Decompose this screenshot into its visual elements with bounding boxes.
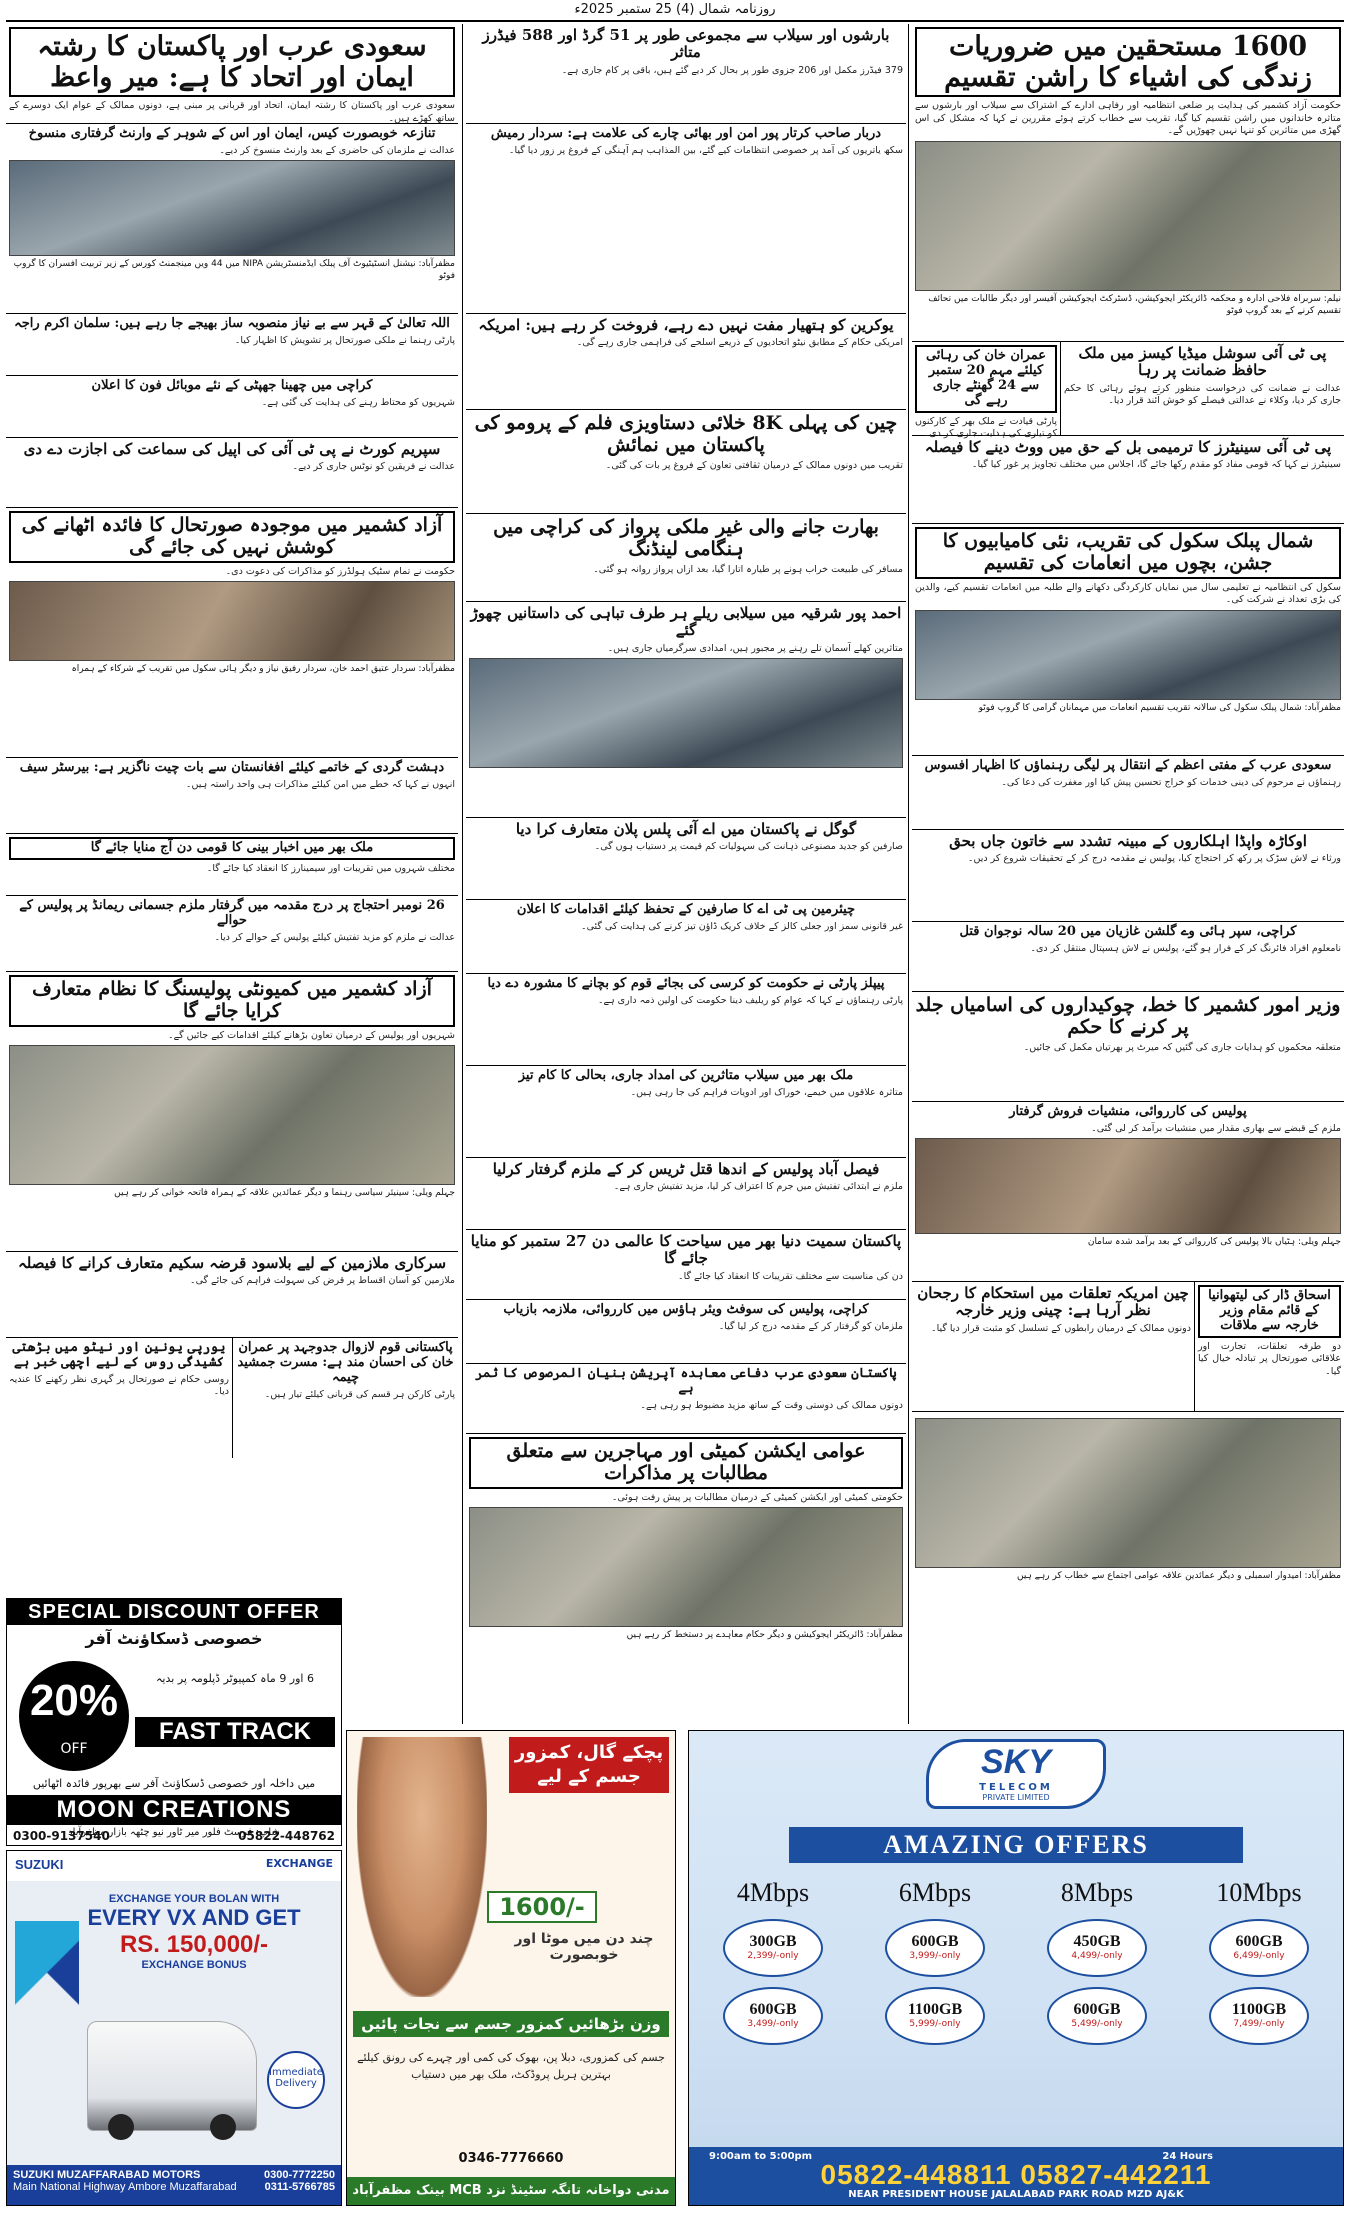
story-headline: آزاد کشمیر میں موجودہ صورتحال کا فائدہ اٹھانے کی کوشش نہیں کی جائے گی	[9, 511, 455, 563]
newspaper-page	[6, 0, 1344, 2226]
story-body: پارٹی کارکن ہر قسم کی قربانی کیلئے تیار ہیں۔	[264, 1388, 455, 1400]
story	[6, 834, 458, 896]
package-size: 1100GB	[907, 2001, 963, 2018]
package-price: 7,499/-only	[1233, 2019, 1285, 2029]
story	[1060, 342, 1344, 436]
middle-column	[466, 24, 906, 1728]
phone-number: 0300-7772250	[264, 2169, 335, 2181]
story	[912, 524, 1344, 756]
story-headline: شمال پبلک سکول کی تقریب، نئی کامیابیوں کا جشن، بچوں میں انعامات کی تقسیم	[915, 527, 1341, 579]
offers-title: AMAZING OFFERS	[789, 1827, 1243, 1863]
story	[466, 974, 906, 1066]
sky-logo	[926, 1739, 1106, 1809]
story-headline: یورپی یونین اور نیٹو میں بڑھتی کشیدگی روس کے لیے اچھی خبر ہے	[12, 1340, 226, 1370]
plan-card[interactable]	[859, 1877, 1011, 2045]
plan-speed: 4Mbps	[736, 1878, 810, 1907]
product-price: 1600/-	[487, 1891, 597, 1923]
story-headline: احمد پور شرقیہ میں سیلابی ریلے ہر طرف تباہی کی داستانیں چھوڑ گئے	[470, 604, 902, 640]
office-hours: 9:00am to 5:00pm	[709, 2151, 813, 2162]
story	[912, 992, 1344, 1102]
story-body: پارٹی قیادت نے ملک بھر کے کارکنوں کو تیاری کی ہدایت جاری کر دی۔	[915, 415, 1057, 440]
story-body: انہوں نے کہا کہ خطے میں امن کیلئے مذاکرات ہی واحد راستہ ہیں۔	[185, 778, 455, 790]
story	[466, 410, 906, 514]
story-body: غیر قانونی سمز اور جعلی کالز کے خلاف کریک ڈاؤن تیز کرنے کی ہدایت کی گئی۔	[581, 920, 903, 932]
story-headline: سعودی عرب کے مفتی اعظم کے انتقال پر لیگی رہنماؤں کا اظہار افسوس	[924, 758, 1332, 773]
story-headline: وزیر امور کشمیر کا خط، چوکیداروں کی اسامیاں جلد پر کرنے کا حکم	[915, 994, 1341, 1038]
exchange-logo: EXCHANGE	[265, 1857, 333, 1870]
model-image	[357, 1737, 487, 1997]
story-body: دونوں ممالک کے درمیان رابطوں کے تسلسل کو مثبت قرار دیا گیا۔	[931, 1322, 1191, 1334]
story	[466, 818, 906, 900]
plan-speed: 8Mbps	[1060, 1878, 1134, 1907]
story-body: شہریوں کو محتاط رہنے کی ہدایت کی گئی ہے۔	[261, 396, 455, 408]
ad-line: EVERY VX AND GET	[87, 1905, 301, 1930]
discount-off-label: OFF	[60, 1741, 88, 1757]
contact-phones: 05822-448811 05827-442211	[820, 2159, 1212, 2190]
story	[6, 438, 458, 508]
story-body: سکھ یاتریوں کی آمد پر خصوصی انتظامات کیے گئے، بین المذاہب ہم آہنگی کے فروغ پر زور دیا گیا۔	[508, 144, 903, 156]
story	[466, 1364, 906, 1434]
office-address: NEAR PRESIDENT HOUSE JALALABAD PARK ROAD MZD AJ&K	[848, 2189, 1184, 2200]
dealer-phones	[264, 2169, 335, 2193]
plan-package	[1047, 1987, 1147, 2045]
lead-story	[912, 24, 1344, 342]
story	[6, 376, 458, 438]
story-body: رہنماؤں نے مرحوم کی دینی خدمات کو خراج تحسین پیش کیا اور مغفرت کی دعا کی۔	[1001, 776, 1341, 788]
story-headline: پی ٹی آئی سینیٹرز کا ترمیمی بل کے حق میں ووٹ دینے کا فیصلہ	[924, 438, 1332, 456]
discount-offer-ad[interactable]	[6, 1598, 342, 1846]
story-headline: اسحاق ڈار کی لیتھوانیا کے قائم مقام وزیر خارجہ سے ملاقات	[1198, 1285, 1341, 1338]
story	[912, 756, 1344, 830]
story-body: روسی حکام نے صورتحال پر گہری نظر رکھنے کا عندیہ دیا۔	[9, 1373, 229, 1398]
story	[466, 24, 906, 124]
story-body: عدالت نے ملزم کو مزید تفتیش کیلئے پولیس کے حوالے کر دیا۔	[214, 931, 455, 943]
dealer-footer	[7, 2165, 341, 2205]
package-size: 600GB	[911, 1933, 959, 1950]
story-headline: سپریم کورٹ نے پی ٹی آئی کی اپیل کی سماعت کی اجازت دے دی	[23, 440, 441, 458]
dealer-name: SUZUKI MUZAFFARABAD MOTORS	[13, 2169, 201, 2181]
story-body: حکومتی کمیٹی اور ایکشن کمیٹی کے درمیان مطالبات پر پیش رفت ہوئی۔	[611, 1491, 903, 1503]
plan-package	[1209, 1919, 1309, 1977]
package-size: 600GB	[1235, 1933, 1283, 1950]
plan-package	[723, 1919, 823, 1977]
story-body: عدالت نے ضمانت کی درخواست منظور کرتے ہوئے رہائی کا حکم جاری کر دیا، وکلاء نے عدالتی فیصلے کو خوش آئند قرار دیا۔	[1064, 382, 1341, 406]
story-body: شہریوں اور پولیس کے درمیان تعاون بڑھانے کیلئے اقدامات کیے جائیں گے۔	[168, 1029, 455, 1041]
phone-number: 0346-7776660	[458, 2151, 564, 2166]
story-headline: بارشوں اور سیلاب سے مجموعی طور پر 51 گرڈ اور 588 فیڈرز متاثر	[482, 26, 890, 62]
lead-body: حکومت آزاد کشمیر کی ہدایت پر ضلعی انتظامیہ اور رفاہی ادارے کے اشتراک سے سیلاب اور بارشوں سے متاثرہ خاندانوں میں راشن تقسیم کیا گیا، تقریب سے خطاب کرتے ہوئے مقررین نے کہا کہ مشکل کی اس گھڑی میں متاثرین کو تنہا نہیں چھوڑیں گے۔	[915, 100, 1341, 137]
story-headline: پاکستان سمیت دنیا بھر میں سیاحت کا عالمی دن 27 ستمبر کو منایا جائے گا	[470, 1232, 902, 1268]
package-price: 2,399/-only	[747, 1951, 799, 1961]
story-photo	[9, 1045, 455, 1185]
story-headline: ملک بھر میں سیلاب متاثرین کی امداد جاری، بحالی کا کام تیز	[518, 1068, 854, 1083]
story-body: سینیٹرز نے کہا کہ قومی مفاد کو مقدم رکھا جائے گا، اجلاس میں مختلف تجاویز پر غور کیا گیا۔	[971, 459, 1341, 471]
plan-card[interactable]	[1183, 1877, 1335, 2045]
package-price: 5,999/-only	[909, 2019, 961, 2029]
package-size: 300GB	[749, 1933, 797, 1950]
ad-slogan: چند دن میں موٹا اور خوبصورت	[514, 1931, 654, 1963]
story	[6, 24, 458, 124]
story-body: دونوں ممالک کی دوستی وقت کے ساتھ مزید مضبوط ہو رہی ہے۔	[640, 1399, 903, 1411]
health-product-ad[interactable]	[346, 1730, 676, 2226]
package-size: 600GB	[1073, 2001, 1121, 2018]
story	[6, 972, 458, 1252]
story-body: پارٹی رہنماؤں نے کہا کہ عوام کو ریلیف دینا حکومت کی اولین ذمہ داری ہے۔	[597, 994, 903, 1006]
photo-caption: جہلم ویلی: سینیئر سیاسی رہنما و دیگر عمائدین علاقہ کے ہمراہ فاتحہ خوانی کر رہے ہیں	[114, 1188, 455, 1199]
story	[6, 896, 458, 972]
package-price: 6,499/-only	[1233, 1951, 1285, 1961]
plan-speed: 6Mbps	[898, 1878, 972, 1907]
story	[466, 514, 906, 602]
ad-headline: پچکے گال، کمزور جسم کے لیے	[509, 1737, 669, 1793]
story-headline: دہشت گردی کے خاتمے کیلئے افغانستان سے بات چیت ناگزیر ہے: بیرسٹر سیف	[19, 760, 445, 775]
plan-card[interactable]	[697, 1877, 849, 2045]
story	[912, 830, 1344, 922]
story	[466, 314, 906, 410]
advertiser-name: MOON CREATIONS	[7, 1795, 341, 1825]
plan-package	[885, 1919, 985, 1977]
story-body: صارفین کو جدید مصنوعی ذہانت کی سہولیات کم قیمت پر دستیاب ہوں گی۔	[594, 841, 903, 853]
story-body: امریکی حکام کے مطابق نیٹو اتحادیوں کے ذریعے اسلحے کی فراہمی جاری رہے گی۔	[576, 337, 903, 349]
story	[1194, 1282, 1344, 1412]
discount-badge	[19, 1661, 129, 1771]
advertiser-address: شاپ: فرسٹ فلور میر ٹاور نیو چٹھہ بازار مظفرآباد	[68, 1827, 280, 1838]
suzuki-logo: SUZUKI	[15, 1857, 64, 1872]
phone-number: 05822-448762	[238, 1829, 335, 1843]
story-headline: گوگل نے پاکستان میں اے آئی پلس پلان متعارف کرا دیا	[515, 820, 857, 838]
ad-footer: مدنی دواخانہ تانگہ سٹینڈ نزد MCB بینک مظفرآباد آزاد کشمیر	[347, 2177, 675, 2205]
sky-contact-bar	[689, 2147, 1343, 2205]
ad-line: EXCHANGE YOUR BOLAN WITH	[108, 1893, 280, 1905]
story-body: حکومت نے تمام سٹیک ہولڈرز کو مذاکرات کی دعوت دی۔	[225, 565, 455, 577]
story	[912, 436, 1344, 524]
story-headline: پاکستان سعودی عرب دفاعی معاہدہ آپریشن بنیان المرصوص کا ثمر ہے	[475, 1366, 897, 1396]
story-body: دو طرفہ تعلقات، تجارت اور علاقائی صورتحال پر تبادلہ خیال کیا گیا۔	[1198, 1340, 1341, 1377]
story-body: متعلقہ محکموں کو ہدایات جاری کی گئیں کہ میرٹ پر بھرتیاں مکمل کی جائیں۔	[1023, 1041, 1341, 1053]
ad-body: جسم کی کمزوری، دبلا پن، بھوک کی کمی اور چہرے کی رونق کیلئے بہترین ہربل پروڈکٹ، ملک بھر میں دستیاب	[357, 2051, 665, 2081]
ad-copy	[87, 1893, 301, 1971]
story-body: ورثاء نے لاش سڑک پر رکھ کر احتجاج کیا، پولیس نے مقدمہ درج کر کے تحقیقات شروع کر دیں۔	[967, 853, 1341, 865]
story-headline: سرکاری ملازمین کے لیے بلاسود قرضہ سکیم متعارف کرانے کا فیصلہ	[17, 1254, 447, 1272]
logo-text: SKY	[981, 1743, 1051, 1781]
story-body: عدالت نے ملزمان کی حاضری کے بعد وارنٹ منسوخ کر دیے۔	[219, 144, 455, 156]
story-photo	[469, 1507, 903, 1627]
photo-caption: مظفرآباد: امیدوار اسمبلی و دیگر عمائدین علاقہ عوامی اجتماع سے خطاب کر رہے ہیں	[1016, 1571, 1341, 1581]
fast-track-label: FAST TRACK	[135, 1717, 335, 1747]
story-body: متاثرین کھلے آسمان تلے رہنے پر مجبور ہیں، امدادی سرگرمیاں جاری ہیں۔	[607, 642, 903, 654]
story	[466, 124, 906, 314]
story	[232, 1338, 458, 1458]
story-body: ملزمان کو گرفتار کر کے مقدمہ درج کر لیا گیا۔	[718, 1320, 903, 1332]
story	[912, 1102, 1344, 1282]
masthead: روزنامہ شمال (4) 25 ستمبر 2025ء	[6, 0, 1344, 22]
plans-grid	[697, 1877, 1335, 2045]
phone-number: 0300-9137540	[13, 1829, 110, 1843]
story-body: مختلف شہروں میں تقریبات اور سیمینارز کا انعقاد کیا جائے گا۔	[206, 862, 455, 874]
suzuki-exchange-ad[interactable]	[6, 1850, 342, 2206]
story	[466, 900, 906, 974]
story-body: پارٹی رہنما نے ملکی صورتحال پر تشویش کا اظہار کیا۔	[234, 334, 455, 346]
column-rule	[462, 24, 463, 1724]
story	[6, 508, 458, 758]
story-body: ملازمین کو آسان اقساط پر قرض کی سہولت فراہم کی جائے گی۔	[190, 1275, 455, 1287]
story-headline: چین کی پہلی 8K خلائی دستاویزی فلم کے پرومو کی پاکستان میں نمائش	[474, 412, 898, 456]
story-photo	[9, 581, 455, 661]
ad-subtitle: 6 اور 9 ماہ کمپیوٹر ڈپلومہ پر بدیہ	[155, 1672, 314, 1685]
story-body: سعودی عرب اور پاکستان کا رشتہ ایمان، اتحاد اور قربانی پر مبنی ہے، دونوں ممالک کے عوام ایک دوسرے کے ساتھ کھڑے ہیں۔	[9, 100, 455, 124]
left-column	[6, 24, 458, 1596]
plan-package	[1047, 1919, 1147, 1977]
plan-package	[885, 1987, 985, 2045]
story-headline: آزاد کشمیر میں کمیونٹی پولیسنگ کا نظام متعارف کرایا جائے گا	[9, 975, 455, 1027]
photo-caption: مظفرآباد: سردار عتیق احمد خان، سردار رفیق نیاز و دیگر ہائی سکول میں تقریب کے شرکاء کے ہمراہ	[71, 664, 455, 675]
story-photo	[9, 160, 455, 256]
package-price: 3,999/-only	[909, 1951, 961, 1961]
story	[912, 922, 1344, 992]
story	[466, 1066, 906, 1158]
lead-caption: نیلم: سربراہ فلاحی ادارہ و محکمہ ڈائریکٹر ایجوکیشن، ڈسٹرکٹ ایجوکیشن آفیسر اور دیگر طالبات میں تحائف تقسیم کرنے کے بعد گروپ فوٹو	[928, 293, 1341, 316]
story	[6, 1252, 458, 1338]
story	[466, 1300, 906, 1364]
support-hours: 24 Hours	[1162, 2151, 1213, 2162]
ad-tagline: میں داخلہ اور خصوصی ڈسکاؤنٹ آفر سے بھرپور فائدہ اٹھائیں	[32, 1777, 316, 1790]
plan-package	[723, 1987, 823, 2045]
story-headline: ملک بھر میں اخبار بینی کا قومی دن آج منایا جائے گا	[9, 837, 455, 860]
story-headline: کراچی میں چھینا جھپٹی کے نئے موبائل فون کا اعلان	[91, 378, 373, 393]
immediate-delivery-badge: Immediate Delivery	[267, 2051, 325, 2109]
story	[6, 758, 458, 834]
wheel-icon	[108, 2114, 134, 2140]
ad-brand-bar	[7, 1851, 341, 1881]
story-headline: کراچی، پولیس کی سوفٹ ویئر ہاؤس میں کارروائی، ملازمہ بازیاب	[503, 1302, 869, 1317]
van-image	[87, 2021, 257, 2131]
package-size: 600GB	[749, 2001, 797, 2018]
story	[912, 342, 1060, 440]
story	[466, 602, 906, 818]
ad-phones	[13, 1829, 335, 1843]
phone-number: 0311-5766785	[264, 2181, 335, 2193]
story-headline: پیپلز پارٹی نے حکومت کو کرسی کی بجائے قوم کو بچانے کا مشورہ دے دیا	[487, 976, 885, 991]
photo-caption: مظفرآباد: شمال پبلک سکول کی سالانہ تقریب تقسیم انعامات میں مہمانان گرامی کا گروپ فوٹو	[978, 702, 1341, 713]
logo-company-type: PRIVATE LIMITED	[982, 1793, 1050, 1802]
story-headline: چین امریکہ تعلقات میں استحکام کا رجحان نظر آرہا ہے: چینی وزیر خارجہ	[917, 1284, 1189, 1320]
lead-photo	[915, 141, 1341, 291]
story	[912, 1412, 1344, 1602]
ad-urdu-title: خصوصی ڈسکاؤنٹ آفر	[85, 1629, 263, 1648]
story	[912, 1282, 1194, 1412]
plan-speed: 10Mbps	[1216, 1878, 1302, 1907]
right-column	[912, 24, 1344, 1728]
discount-percent: 20%	[29, 1676, 119, 1725]
story-body: ملزم نے ابتدائی تفتیش میں جرم کا اعتراف کر لیا، مزید تفتیش جاری ہے۔	[613, 1181, 903, 1193]
story-body: نامعلوم افراد فائرنگ کر کے فرار ہو گئے، پولیس نے لاش ہسپتال منتقل کر دی۔	[1030, 942, 1341, 954]
photo-caption: مظفرآباد: ڈائریکٹر ایجوکیشن و دیگر حکام معاہدے پر دستخط کر رہے ہیں	[626, 1630, 903, 1641]
story-body: دن کی مناسبت سے مختلف تقریبات کا انعقاد کیا جائے گا۔	[678, 1270, 903, 1282]
story	[466, 1434, 906, 1702]
story	[466, 1158, 906, 1230]
story-body: متاثرہ علاقوں میں خیمے، خوراک اور ادویات فراہم کی جا رہی ہیں۔	[630, 1086, 903, 1098]
photo-caption: مظفرآباد: نیشنل انسٹیٹیوٹ آف پبلک ایڈمنسٹریشن NIPA میں 44 ویں مینجمنٹ کورس کے زیر تربیت افسران کا گروپ فوٹو	[13, 259, 455, 282]
package-price: 3,499/-only	[747, 2019, 799, 2029]
story-photo	[469, 658, 903, 768]
story-headline: یوکرین کو ہتھیار مفت نہیں دے رہے، فروخت کر رہے ہیں: امریکہ	[478, 316, 894, 334]
dealer-address: Main National Highway Ambore Muzaffarabad	[13, 2181, 237, 2193]
story-headline: عوامی ایکشن کمیٹی اور مہاجرین سے متعلق مطالبات پر مذاکرات	[469, 1437, 903, 1489]
story-body: مسافر کی طبیعت خراب ہونے پر طیارہ اتارا گیا، بعد ازاں پرواز روانہ ہو گئی۔	[593, 563, 903, 575]
photo-caption: جہلم ویلی: ہٹیاں بالا پولیس کی کارروائی کے بعد برآمد شدہ سامان	[1087, 1237, 1341, 1248]
story-headline: پی ٹی آئی سوشل میڈیا کیسز میں ملک حافظ ضمانت پر رہا	[1078, 344, 1327, 380]
story-headline: سعودی عرب اور پاکستان کا رشتہ ایمان اور اتحاد کا ہے: میر واعظ	[9, 27, 455, 97]
logo-subtitle: TELECOM	[979, 1782, 1053, 1793]
ad-line: EXCHANGE BONUS	[141, 1959, 247, 1971]
story-headline: اللہ تعالیٰ کے قہر سے بے نیاز منصوبہ ساز بھیجے جا رہے ہیں: سلمان اکرم راجہ	[14, 316, 450, 331]
ad-band: وزن بڑھائیں کمزور جسم سے نجات پائیں	[353, 2011, 669, 2037]
story-photo	[915, 1138, 1341, 1234]
story-headline: اوکاڑہ واپڈا اہلکاروں کے مبینہ تشدد سے خاتون جاں بحق	[949, 832, 1307, 850]
lead-headline: 1600 مستحقین میں ضروریات زندگی کی اشیاء کا راشن تقسیم	[915, 27, 1341, 97]
story	[6, 314, 458, 376]
story-headline: عمران خان کی رہائی کیلئے مہم 20 ستمبر سے 24 گھنٹے جاری رہے گی	[915, 345, 1057, 413]
story	[6, 124, 458, 314]
plan-package	[1209, 1987, 1309, 2045]
package-size: 450GB	[1073, 1933, 1121, 1950]
story-headline: چیئرمین پی ٹی اے کا صارفین کے تحفظ کیلئے اقدامات کا اعلان	[516, 902, 856, 917]
story	[6, 1338, 232, 1458]
story-headline: کراچی، سپر ہائی وے گلشن غازیان میں 20 سالہ نوجوان قتل	[959, 924, 1297, 939]
story-headline: بھارت جانے والی غیر ملکی پرواز کی کراچی میں ہنگامی لینڈنگ	[493, 516, 879, 560]
story-headline: تنازعہ خوبصورت کیس، ایمان اور اس کے شوہر کے وارنٹ گرفتاری منسوخ	[28, 126, 436, 141]
story-headline: فیصل آباد پولیس کے اندھا قتل ٹریس کر کے ملزم گرفتار کرلیا	[492, 1160, 880, 1178]
story-photo	[915, 1418, 1341, 1568]
story-body: عدالت نے فریقین کو نوٹس جاری کر دیے۔	[292, 461, 455, 473]
plan-card[interactable]	[1021, 1877, 1173, 2045]
story-headline: پاکستانی قوم لازوال جدوجہد پر عمران خان کی احسان مند ہے: مسرت جمشید چیمہ	[237, 1340, 454, 1385]
story-headline: دربار صاحب کرتار پور امن اور بھائی چارے کی علامت ہے: سردار رمیش	[490, 126, 882, 141]
story-body: 379 فیڈرز مکمل اور 206 جزوی طور پر بحال کر دیے گئے ہیں، باقی پر کام جاری ہے۔	[561, 64, 903, 76]
ad-title: SPECIAL DISCOUNT OFFER	[7, 1599, 341, 1625]
ad-line: RS. 150,000/-	[119, 1931, 269, 1958]
package-price: 4,499/-only	[1071, 1951, 1123, 1961]
package-price: 5,499/-only	[1071, 2019, 1123, 2029]
column-rule	[908, 24, 909, 1724]
story-body: تقریب میں دونوں ممالک کے درمیان ثقافتی تعاون کے فروغ پر بات کی گئی۔	[605, 459, 903, 471]
x-logo-icon	[15, 1921, 79, 2041]
story-body: ملزم کے قبضے سے بھاری مقدار میں منشیات برآمد کر لی گئی۔	[1091, 1122, 1341, 1134]
story-photo	[915, 610, 1341, 700]
story	[466, 1230, 906, 1300]
package-size: 1100GB	[1231, 2001, 1287, 2018]
story-headline: پولیس کی کارروائی، منشیات فروش گرفتار	[1009, 1104, 1247, 1119]
wheel-icon	[210, 2114, 236, 2140]
sky-telecom-ad[interactable]	[688, 1730, 1344, 2206]
story-body: سکول کی انتظامیہ نے تعلیمی سال میں نمایاں کارکردگی دکھانے والے طلبہ میں انعامات تقسیم کیے، والدین کی بڑی تعداد نے شرکت کی۔	[915, 581, 1341, 606]
story-headline: 26 نومبر احتجاج پر درج مقدمہ میں گرفتار ملزم جسمانی ریمانڈ پر پولیس کے حوالے	[19, 898, 445, 928]
